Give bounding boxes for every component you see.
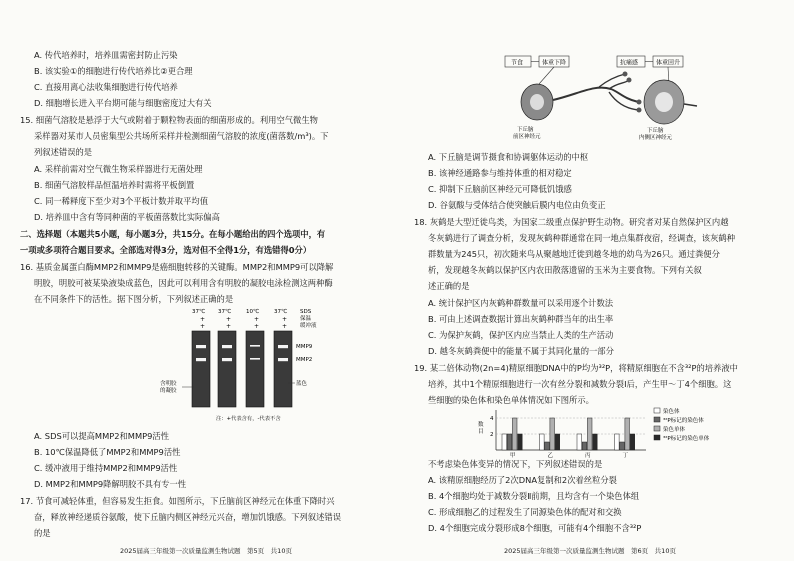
q15-stem: 15. 细菌气溶胶是悬浮于大气或附着于颗粒物表面的细菌形成的。利用空气微生物 bbox=[20, 115, 318, 125]
bar bbox=[630, 434, 635, 450]
y-axis-label: 数 bbox=[478, 422, 484, 428]
box-diet: 节食 bbox=[511, 59, 524, 67]
q19-option-b: B. 4个细胞均处于减数分裂Ⅱ前期，且均含有一个染色体组 bbox=[428, 491, 640, 501]
box-hunger: 抗痛感 bbox=[620, 59, 639, 67]
q14-option-c: C. 直接用离心法收集细胞进行传代培养 bbox=[34, 82, 178, 92]
q16-option-b: B. 10℃保温降低了MMP2和MMP9活性 bbox=[34, 447, 181, 457]
left-column bbox=[20, 0, 390, 561]
lane-buffer-sign: + bbox=[282, 323, 288, 330]
page-footer-right: 2025届高三年级第一次质量监测生物试题 第6页 共10页 bbox=[504, 547, 676, 555]
gel-label: 含明胶 bbox=[160, 381, 177, 387]
q15-option-d: D. 培养皿中含有等同种菌的平板菌落数比实际偏高 bbox=[34, 212, 220, 222]
q18-stem: 述正确的是 bbox=[428, 281, 470, 291]
lane-buffer-sign: + bbox=[226, 323, 232, 330]
q15-option-c: C. 同一稀释度下至少对3个平板计数并取平均值 bbox=[34, 196, 208, 206]
sds-label: 保温 bbox=[300, 316, 312, 322]
sds-label: 缓冲液 bbox=[300, 323, 317, 329]
q19-stem: 些细胞的染色体和染色单体情况如下图所示。 bbox=[428, 395, 594, 405]
q15-stem: 列叙述错误的是 bbox=[34, 147, 93, 157]
legend-label: 染色体 bbox=[663, 409, 680, 415]
gel-lane bbox=[218, 331, 236, 407]
box-weight-up: 体重回升 bbox=[656, 59, 681, 67]
label-anterior: 前区神经元 bbox=[513, 134, 541, 140]
bar bbox=[512, 418, 517, 450]
q17-option-d: D. 谷氨酸与受体结合使突触后膜内电位由负变正 bbox=[428, 200, 606, 210]
mmp2-band bbox=[278, 358, 288, 361]
legend-label: 染色单体 bbox=[663, 427, 686, 433]
mmp9-band bbox=[222, 345, 232, 348]
q16-option-a: A. SDS可以提高MMP2和MMP9活性 bbox=[34, 431, 170, 441]
lane-sds-sign: + bbox=[282, 316, 288, 323]
q18-stem: 析，发现越冬灰鹤以保护区内农田散落遗留的玉米为主要食物。下列有关叙 bbox=[428, 265, 702, 275]
x-tick-label: 甲 bbox=[510, 453, 516, 458]
bar bbox=[615, 434, 620, 450]
bar bbox=[582, 442, 587, 450]
q18-option-d: D. 越冬灰鹤粪便中的能量不属于其同化量的一部分 bbox=[428, 346, 614, 356]
y-tick-label: 2 bbox=[490, 432, 494, 438]
legend-label: ³²P标记的染色体 bbox=[663, 418, 704, 424]
q19-intro: 不考虑染色体变异的情况下，下列叙述错误的是 bbox=[428, 459, 603, 469]
q16-stem: 明胶，明胶可被某染液染成蓝色，因此可以利用含有明胶的凝胶电泳检测这两种酶 bbox=[34, 278, 333, 288]
q17-option-c: C. 抑制下丘脑前区神经元可降低饥饿感 bbox=[428, 184, 572, 194]
mmp2-band bbox=[250, 358, 260, 360]
legend-label: ³²P标记的染色单体 bbox=[663, 436, 710, 442]
bar bbox=[577, 434, 582, 450]
q19-stem: 培养，其中1个精原细胞进行一次有丝分裂和减数分裂I后，产生甲～丁4个细胞。这 bbox=[428, 379, 732, 389]
mmp2-band bbox=[196, 358, 206, 361]
q17-stem: 的是 bbox=[34, 528, 51, 538]
lane-sds-sign: + bbox=[200, 316, 206, 323]
mmp2-label: MMP2 bbox=[296, 357, 313, 363]
q17-option-b: B. 该神经通路参与维持体重的相对稳定 bbox=[428, 168, 572, 178]
q17-stem: 17. 节食可减轻体重，但容易发生拒食。如图所示，下丘脑前区神经元在体重下降时兴 bbox=[20, 496, 335, 506]
q18-stem: 冬灰鹤进行了调查分析，发现灰鹤种群通常在同一地点集群夜宿，经调查，该灰鹤种 bbox=[428, 233, 735, 243]
section-heading: 一项或多项符合题目要求。全部选对得3分，选对但不全得1分，有选错得0分） bbox=[20, 245, 312, 255]
legend-swatch bbox=[654, 435, 660, 440]
y-tick-label: 4 bbox=[490, 416, 494, 422]
q16-option-c: C. 缓冲液用于维持MMP2和MMP9活性 bbox=[34, 463, 178, 473]
label-anterior: 下丘脑 bbox=[517, 127, 534, 133]
legend-swatch bbox=[654, 417, 660, 422]
lane-temp-label: 37℃ bbox=[218, 309, 232, 315]
blue-label: 蓝色 bbox=[296, 381, 308, 387]
bar bbox=[593, 434, 598, 450]
bar bbox=[555, 434, 560, 450]
q16-stem: 16. 基质金属蛋白酶MMP2和MMP9是癌细胞转移的关键酶。MMP2和MMP9可以降解 bbox=[20, 262, 334, 272]
lane-temp-label: 37℃ bbox=[274, 309, 288, 315]
lane-temp-label: 10℃ bbox=[246, 309, 260, 315]
x-tick-label: 丙 bbox=[585, 453, 591, 458]
lane-buffer-sign: + bbox=[200, 323, 206, 330]
legend-swatch bbox=[654, 408, 660, 413]
bar bbox=[550, 418, 555, 450]
x-tick-label: 乙 bbox=[547, 453, 554, 458]
y-axis-label: 目 bbox=[478, 429, 484, 435]
section-heading: 二、选择题（本题共5小题，每小题3分，共15分。在每小题给出的四个选项中，有 bbox=[20, 229, 326, 239]
q18-option-a: A. 统计保护区内灰鹤种群数量可以采用逐个计数法 bbox=[428, 298, 614, 308]
box-weight-down: 体重下降 bbox=[542, 59, 567, 67]
sds-label: SDS bbox=[300, 309, 312, 315]
q18-stem: 群数量为245只，初次随来鸟从聚越地迁徙到越冬地的幼鸟为26只。通过粪便分 bbox=[428, 249, 720, 259]
bar-chart bbox=[474, 404, 724, 458]
gel-lane bbox=[246, 331, 264, 407]
mmp2-band bbox=[222, 358, 232, 361]
q15-stem: 采样器对某市人员密集型公共场所采样并检测细菌气溶胶的浓度(菌落数/m³)。下 bbox=[34, 131, 329, 141]
label-medial: 下丘脑 bbox=[647, 128, 664, 134]
lane-sds-sign: + bbox=[254, 316, 260, 323]
bar bbox=[545, 442, 550, 450]
gel-lane bbox=[274, 331, 292, 407]
page-footer-left: 2025届高三年级第一次质量监测生物试题 第5页 共10页 bbox=[120, 547, 292, 555]
neuron-diagram bbox=[499, 54, 699, 144]
q19-option-a: A. 该精原细胞经历了2次DNA复制和2次着丝粒分裂 bbox=[428, 475, 617, 485]
q16-stem: 在不同条件下的活性。据下图分析，下列叙述正确的是 bbox=[34, 294, 234, 304]
bar bbox=[620, 442, 625, 450]
q19-option-d: D. 4个细胞完成分裂形成8个细胞，可能有4个细胞不含³²P bbox=[428, 523, 642, 533]
q17-stem: 奋，释放神经递质谷氨酸，使下丘脑内侧区神经元兴奋，增加饥饿感。下列叙述错误 bbox=[34, 512, 341, 522]
gel-lane bbox=[192, 331, 210, 407]
q18-option-b: B. 可由上述调查数据计算出灰鹤种群当年的出生率 bbox=[428, 314, 614, 324]
bar bbox=[502, 434, 507, 450]
q15-option-b: B. 细菌气溶胶样品恒温培养时需将平板倒置 bbox=[34, 180, 195, 190]
bar bbox=[540, 434, 545, 450]
q15-option-a: A. 采样前需对空气微生物采样器进行无菌处理 bbox=[34, 164, 203, 174]
gel-electrophoresis-figure bbox=[160, 305, 340, 423]
mmp9-label: MMP9 bbox=[296, 344, 313, 350]
gel-label: 的凝胶 bbox=[160, 388, 177, 394]
bar bbox=[507, 434, 512, 450]
legend-swatch bbox=[654, 426, 660, 431]
mmp9-band bbox=[250, 345, 260, 347]
mmp9-band bbox=[196, 345, 206, 348]
lane-buffer-sign: + bbox=[254, 323, 260, 330]
q19-option-c: C. 形成细胞乙的过程发生了同源染色体的配对和交换 bbox=[428, 507, 622, 517]
q18-stem: 18. 灰鹤是大型迁徙鸟类，为国家二级重点保护野生动物。研究者对某自然保护区内越 bbox=[414, 217, 729, 227]
mmp9-band bbox=[278, 345, 288, 348]
q19-stem: 19. 某二倍体动物(2n=4)精原细胞DNA中的P均为³²P，将精原细胞在不含³²P的培养液中 bbox=[414, 363, 738, 373]
right-column bbox=[414, 0, 784, 561]
q14-option-b: B. 该实验①的细胞进行传代培养比②更合理 bbox=[34, 66, 193, 76]
q17-option-a: A. 下丘脑是调节摄食和协调躯体运动的中枢 bbox=[428, 152, 589, 162]
q14-option-d: D. 细胞增长进入平台期可能与细胞密度过大有关 bbox=[34, 98, 212, 108]
lane-temp-label: 37℃ bbox=[192, 309, 206, 315]
gel-caption: 注：+代表含有，-代表不含 bbox=[216, 416, 281, 422]
x-tick-label: 丁 bbox=[622, 453, 629, 458]
q18-option-c: C. 为保护灰鹤，保护区内应当禁止人类的生产活动 bbox=[428, 330, 614, 340]
bar bbox=[587, 418, 592, 450]
bar bbox=[518, 434, 523, 450]
bar bbox=[625, 418, 630, 450]
label-medial: 内侧区神经元 bbox=[639, 135, 673, 141]
q16-option-d: D. MMP2和MMP9降解明胶不具有专一性 bbox=[34, 479, 187, 489]
q14-option-a: A. 传代培养时，培养皿需密封防止污染 bbox=[34, 50, 178, 60]
lane-sds-sign: + bbox=[226, 316, 232, 323]
